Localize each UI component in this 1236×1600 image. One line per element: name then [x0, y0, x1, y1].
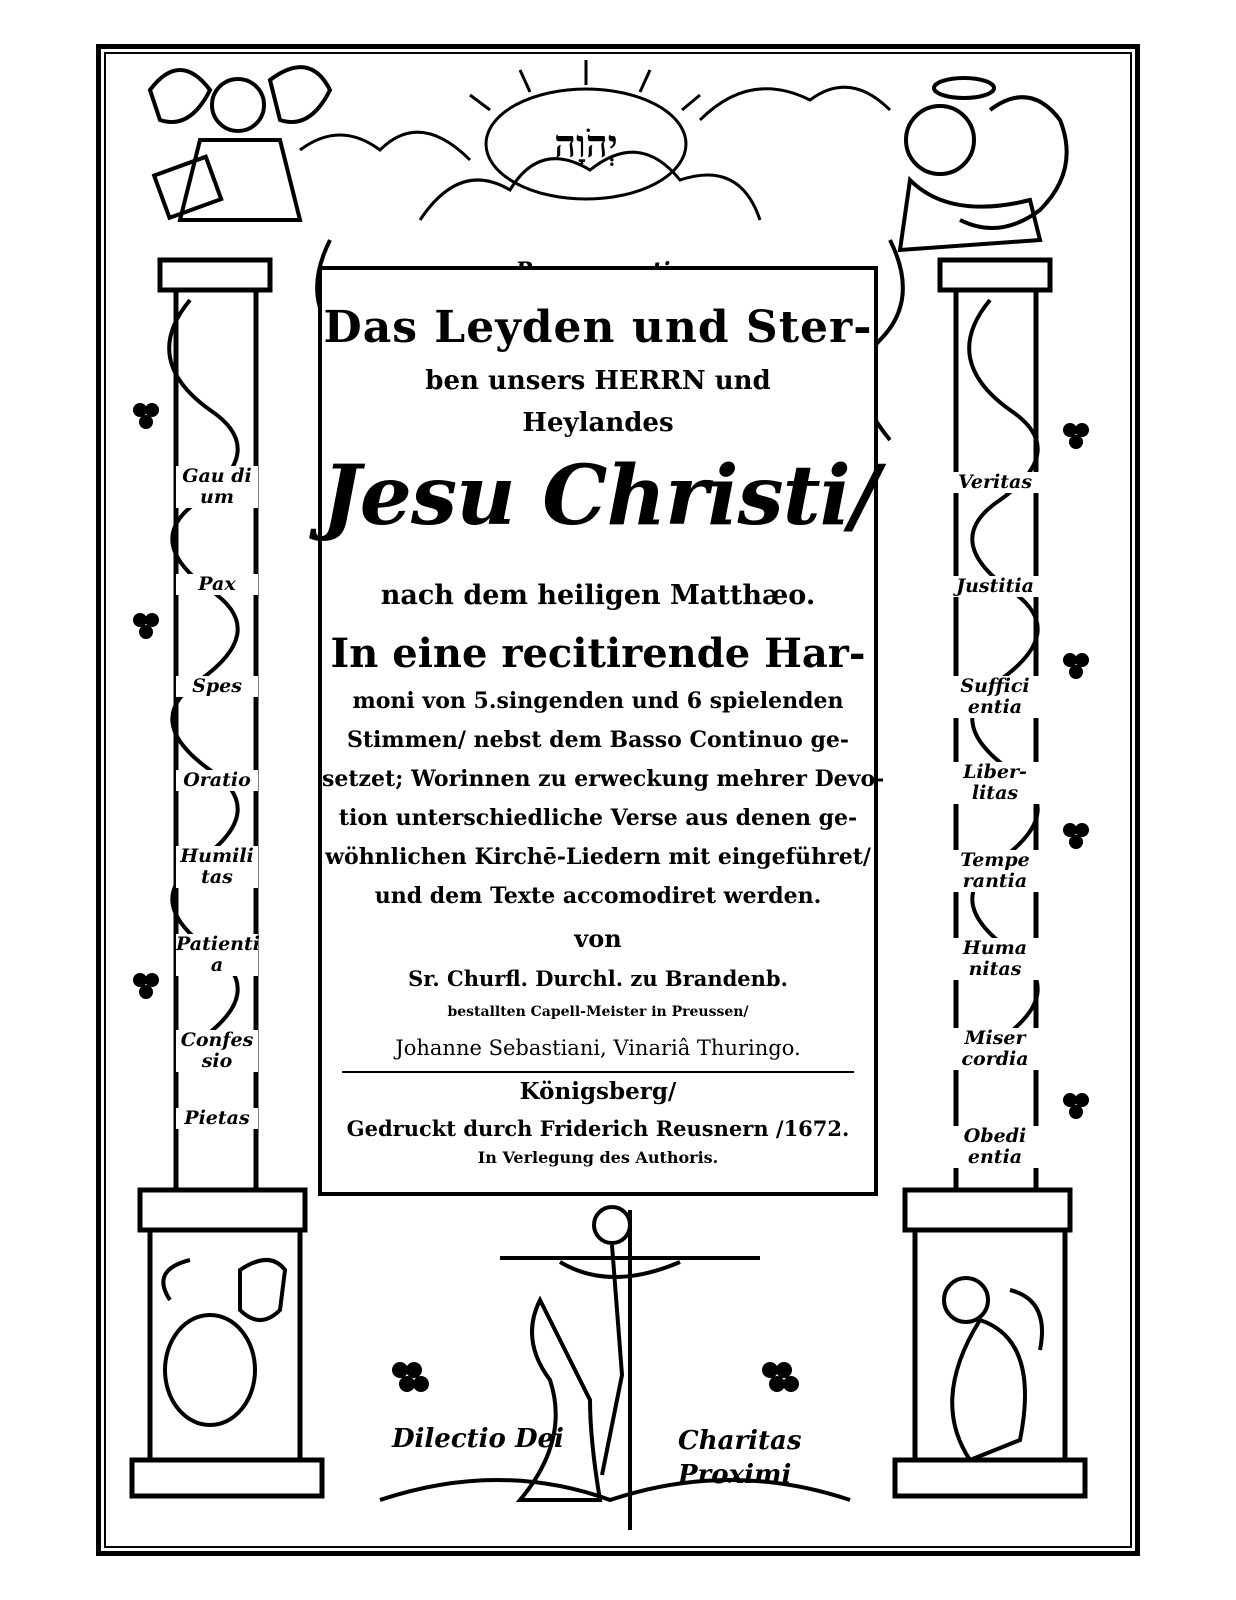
title-line-11: wöhnlichen Kirchē-Liedern mit eingeführet/: [325, 844, 871, 870]
left-virtue-label: Patienti a: [176, 933, 260, 976]
right-virtue-label: Veritas: [950, 472, 1040, 493]
left-virtue-label: Humili tas: [176, 846, 258, 888]
divider-rule: [342, 1071, 854, 1073]
divine-name: יְהֹוָה: [554, 121, 618, 166]
title-line-2: ben unsers HERRN und: [425, 366, 771, 396]
angel-figure: [150, 67, 330, 220]
author-office-line: bestallten Capell-Meister in Preussen/: [447, 1004, 749, 1020]
left-virtue-label: Pax: [176, 574, 258, 595]
author-patron-line: Sr. Churfl. Durchl. zu Brandenb.: [408, 966, 788, 991]
title-plate: [318, 266, 885, 1196]
title-line-6: In eine recitirende Har-: [330, 630, 866, 677]
title-line-5: nach dem heiligen Matthæo.: [380, 580, 816, 611]
title-line-9: setzet; Worinnen zu erweckung mehrer Devo-: [322, 766, 885, 792]
left-virtue-label: Pietas: [176, 1108, 258, 1129]
ox-figure: [163, 1260, 285, 1425]
eagle-figure: [944, 1278, 1042, 1460]
right-virtue-label: Huma nitas: [950, 938, 1040, 980]
left-virtue-label: Oratio: [176, 770, 258, 791]
right-virtue-label: Obedi entia: [950, 1126, 1040, 1168]
lion-figure: [900, 78, 1067, 250]
title-line-13: von: [574, 924, 622, 953]
title-main-name: Jesu Christi/: [322, 448, 879, 544]
title-line-10: tion unterschiedliche Verse aus denen ge-: [338, 805, 858, 831]
imprint-publisher: In Verlegung des Authoris.: [477, 1148, 719, 1167]
title-line-3: Heylandes: [522, 408, 674, 438]
title-line-8: Stimmen/ nebst dem Basso Continuo ge-: [346, 727, 850, 753]
title-line-7: moni von 5.singenden und 6 spielenden: [352, 688, 844, 714]
imprint-printer: Gedruckt durch Friderich Reusnern /1672.: [346, 1116, 850, 1141]
right-virtue-label: Miser cordia: [950, 1028, 1040, 1070]
title-line-1: Das Leyden und Ster-: [323, 302, 873, 353]
title-line-12: und dem Texte accomodiret werden.: [374, 883, 822, 909]
author-name-line: Johanne Sebastiani, Vinariâ Thuringo.: [395, 1036, 801, 1060]
right-virtue-label: Liber- litas: [950, 762, 1040, 804]
caption-dilectio-dei: Dilectio Dei: [392, 1424, 564, 1454]
left-virtue-label: Spes: [176, 676, 258, 697]
right-virtue-label: Suffici entia: [950, 676, 1040, 718]
right-virtue-label: Tempe rantia: [950, 850, 1040, 892]
left-virtue-label: Confes sio: [176, 1030, 258, 1072]
right-virtue-label: Justitia: [950, 576, 1040, 597]
caption-charitas-proximi: Charitas Proximi: [678, 1426, 802, 1490]
imprint-place: Königsberg/: [519, 1078, 677, 1105]
left-virtue-label: Gau di um: [176, 466, 258, 508]
